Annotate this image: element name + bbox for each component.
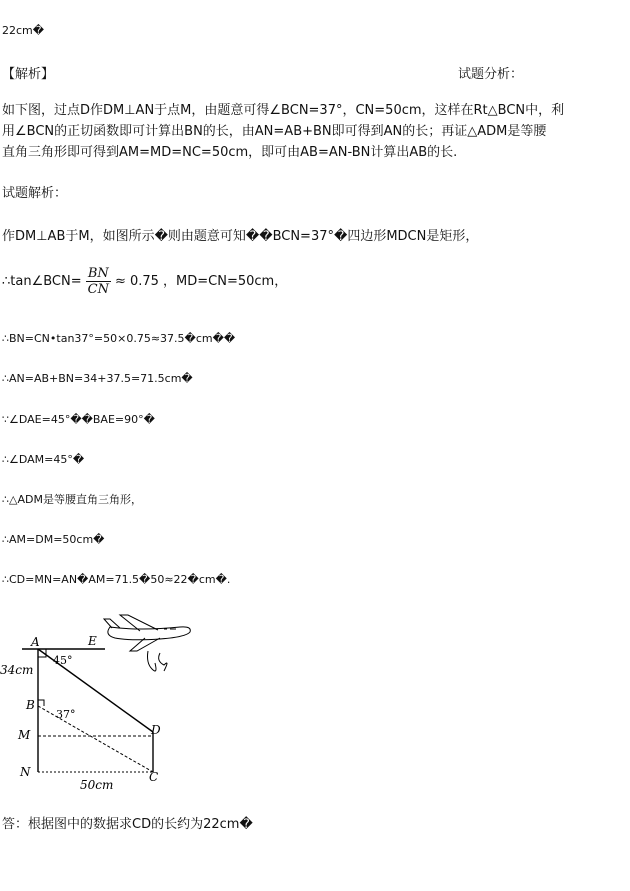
analysis-line-3: 直角三角形即可得到AM=MD=NC=50cm，即可由AB=AN-BN计算出AB的长.	[2, 145, 458, 160]
top-answer: 22cm�	[2, 24, 45, 37]
solution-step-5: ∵∠DAE=45°��BAE=90°�	[2, 413, 155, 426]
hand-drawn-arrow-icon	[148, 651, 168, 671]
label-a: A	[31, 635, 40, 649]
label-angle-45: 45°	[53, 654, 73, 667]
label-e: E	[88, 634, 97, 648]
label-m: M	[18, 728, 31, 742]
solution-step-3: ∴BN=CN•tan37°=50×0.75≈37.5�cm��	[2, 332, 236, 345]
solution-step-4: ∴AN=AB+BN=34+37.5=71.5cm�	[2, 372, 193, 385]
tan-prefix: ∴tan∠BCN=	[2, 274, 82, 289]
fraction	[86, 266, 111, 297]
label-angle-37: 37°	[56, 708, 76, 721]
label-c: C	[149, 770, 159, 784]
analysis-line-2: 用∠BCN的正切函数即可计算出BN的长，由AN=AB+BN即可得到AN的长；再证△ADM是等腰	[2, 124, 547, 139]
final-answer: 答：根据图中的数据求CD的长约为22cm�	[2, 817, 253, 832]
geometry-figure	[0, 605, 260, 820]
solution-step-8: ∴AM=DM=50cm�	[2, 533, 105, 546]
right-angle-b	[38, 700, 44, 706]
solution-title: 试题解析：	[2, 186, 68, 201]
solution-step-9: ∴CD=MN=AN�AM=71.5�50≈22�cm�.	[2, 573, 231, 586]
label-n: N	[20, 765, 31, 779]
label-b: B	[26, 698, 35, 712]
solution-step-6: ∴∠DAM=45°�	[2, 453, 85, 466]
tan-suffix: ≈ 0.75 ，MD=CN=50cm，	[114, 274, 288, 289]
analysis-title: 试题分析：	[458, 67, 524, 82]
solution-step-7: ∴△ADM是等腰直角三角形，	[2, 493, 142, 506]
analysis-line-1: 如下图，过点D作DM⊥AN于点M，由题意可得∠BCN=37°，CN=50cm，这样在Rt△BCN中，利	[2, 103, 565, 118]
airplane-icon	[104, 615, 190, 651]
fraction-denominator: CN	[87, 282, 109, 297]
fraction-numerator: BN	[86, 266, 111, 282]
solution-step-1: 作DM⊥AB于M，如图所示�则由题意可知��BCN=37°�四边形MDCN是矩形，	[2, 229, 479, 244]
solution-step-2	[2, 266, 287, 297]
label-50cm: 50cm	[80, 778, 114, 792]
label-34cm: 34cm	[0, 663, 34, 677]
label-d: D	[151, 723, 161, 737]
jiexi-heading: 【解析】	[2, 67, 55, 82]
